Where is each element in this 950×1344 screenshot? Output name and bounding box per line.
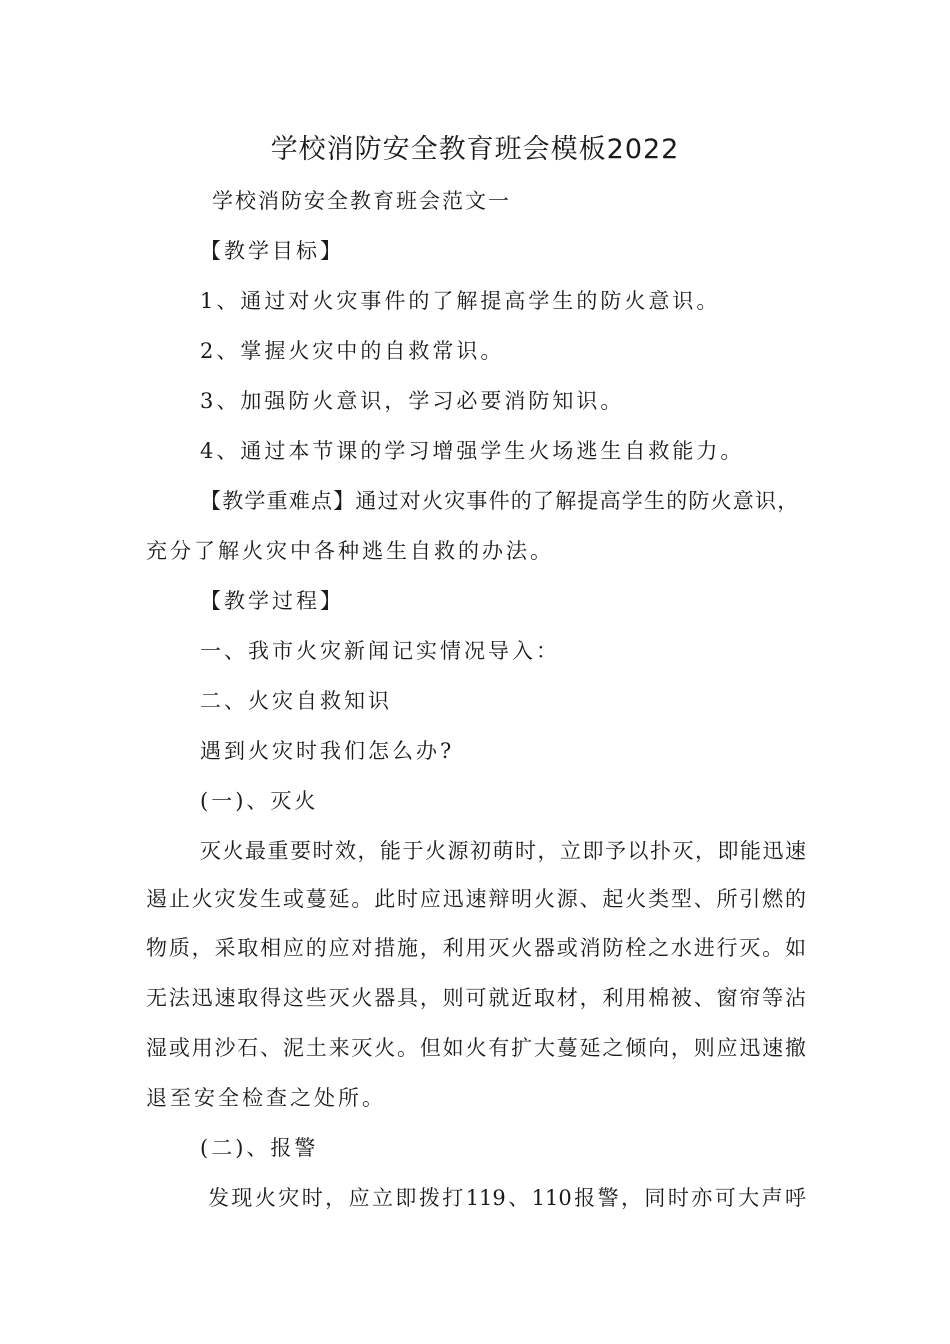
goal-item-2: 2、掌握火灾中的自救常识。 (200, 339, 505, 363)
paragraph-extinguish-line-5: 湿或用沙石、泥土来灭火。但如火有扩大蔓延之倾向，则应迅速撤 (146, 1036, 806, 1060)
paragraph-extinguish-line-2: 遏止火灾发生或蔓延。此时应迅速辩明火源、起火类型、所引燃的 (146, 887, 806, 911)
paragraph-extinguish-line-1: 灭火最重要时效，能于火源初萌时，立即予以扑灭，即能迅速 (200, 839, 806, 863)
process-step-1: 一、我市火灾新闻记实情况导入： (200, 639, 560, 663)
goals-heading: 【教学目标】 (200, 239, 344, 263)
paragraph-extinguish-line-6: 退至安全检查之处所。 (146, 1086, 386, 1110)
paragraph-extinguish-line-4: 无法迅速取得这些灭火器具，则可就近取材，利用棉被、窗帘等沾 (146, 986, 806, 1010)
process-heading: 【教学过程】 (200, 589, 344, 613)
process-step-2: 二、火灾自救知识 (200, 689, 392, 713)
document-title: 学校消防安全教育班会模板2022 (270, 134, 680, 165)
sub-heading-alarm: (二)、报警 (200, 1136, 319, 1160)
goal-item-4: 4、通过本节课的学习增强学生火场逃生自救能力。 (200, 439, 745, 463)
paragraph-extinguish-line-3: 物质，采取相应的应对措施，利用灭火器或消防栓之水进行灭。如 (146, 936, 806, 960)
key-points-line-2: 充分了解火灾中各种逃生自救的办法。 (146, 539, 554, 563)
key-points-line-1: 【教学重难点】通过对火灾事件的了解提高学生的防火意识， (200, 489, 800, 513)
question-line: 遇到火灾时我们怎么办? (200, 739, 455, 763)
goal-item-1: 1、通过对火灾事件的了解提高学生的防火意识。 (200, 289, 721, 313)
document-subtitle: 学校消防安全教育班会范文一 (212, 189, 511, 213)
paragraph-alarm-line-1: 发现火灾时，应立即拨打119、110报警，同时亦可大声呼 (208, 1186, 806, 1210)
sub-heading-extinguish: (一)、灭火 (200, 789, 319, 813)
goal-item-3: 3、加强防火意识，学习必要消防知识。 (200, 389, 625, 413)
